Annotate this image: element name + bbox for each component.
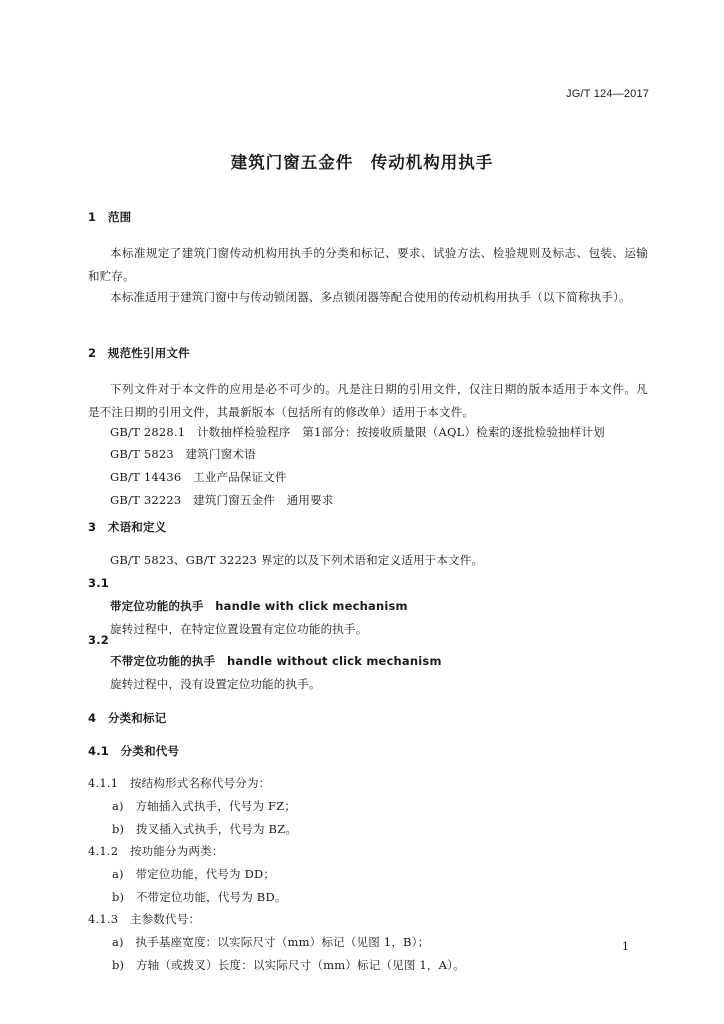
document-title: 建筑门窗五金件 传动机构用执手 [230, 153, 494, 172]
list-item: b) 拨叉插入式执手，代号为 BZ。 [112, 822, 298, 836]
list-item: b) 不带定位功能，代号为 BD。 [112, 890, 287, 904]
list-item: b) 方轴（或拨叉）长度：以实际尺寸（mm）标记（见图 1，A）。 [112, 958, 465, 972]
section-4-heading: 4 分类和标记 [88, 711, 167, 725]
term-3-1-definition: 旋转过程中，在特定位置设置有定位功能的执手。 [110, 622, 368, 636]
section-1-heading: 1 范围 [88, 210, 132, 224]
section-1-paragraph-1: 本标准规定了建筑门窗传动机构用执手的分类和标记、要求、试验方法、检验规则及标志、包装、运输和贮存。 [88, 246, 648, 283]
term-3-2-number: 3.2 [88, 633, 109, 647]
subsection-4-1-heading: 4.1 分类和代号 [88, 744, 180, 758]
clause-4-1-1: 4.1.1 按结构形式名称代号分为： [88, 776, 271, 790]
section-3-intro: GB/T 5823、GB/T 32223 界定的以及下列术语和定义适用于本文件。 [110, 553, 484, 567]
section-3-heading: 3 术语和定义 [88, 520, 167, 534]
term-3-2-definition: 旋转过程中，没有设置定位功能的执手。 [110, 677, 321, 691]
section-2-paragraph-1: 下列文件对于本文件的应用是必不可少的。凡是注日期的引用文件，仅注日期的版本适用于本文件。凡是不注日期的引用文件，其最新版本（包括所有的修改单）适用于本文件。 [88, 382, 648, 419]
section-2-heading: 2 规范性引用文件 [88, 346, 190, 360]
term-3-1-number: 3.1 [88, 576, 109, 590]
section-1-paragraph-2: 本标准适用于建筑门窗中与传动锁闭器、多点锁闭器等配合使用的传动机构用执手（以下简称执手）。 [110, 290, 631, 304]
reference-item: GB/T 2828.1 计数抽样检验程序 第1部分：按接收质量限（AQL）检索的逐批检验抽样计划 [110, 425, 605, 439]
page-number: 1 [622, 940, 630, 953]
clause-4-1-3: 4.1.3 主参数代号： [88, 912, 201, 926]
standard-number: JG/T 124—2017 [566, 88, 650, 100]
list-item: a) 带定位功能，代号为 DD； [112, 867, 276, 881]
term-3-2-title: 不带定位功能的执手 handle without click mechanism [110, 654, 442, 668]
list-item: a) 执手基座宽度：以实际尺寸（mm）标记（见图 1，B）； [112, 935, 430, 949]
reference-item: GB/T 14436 工业产品保证文件 [110, 470, 287, 484]
clause-4-1-2: 4.1.2 按功能分为两类： [88, 844, 224, 858]
reference-item: GB/T 32223 建筑门窗五金件 通用要求 [110, 493, 334, 507]
term-3-1-title: 带定位功能的执手 handle with click mechanism [110, 599, 408, 613]
list-item: a) 方轴插入式执手，代号为 FZ； [112, 799, 297, 813]
reference-item: GB/T 5823 建筑门窗术语 [110, 447, 256, 461]
